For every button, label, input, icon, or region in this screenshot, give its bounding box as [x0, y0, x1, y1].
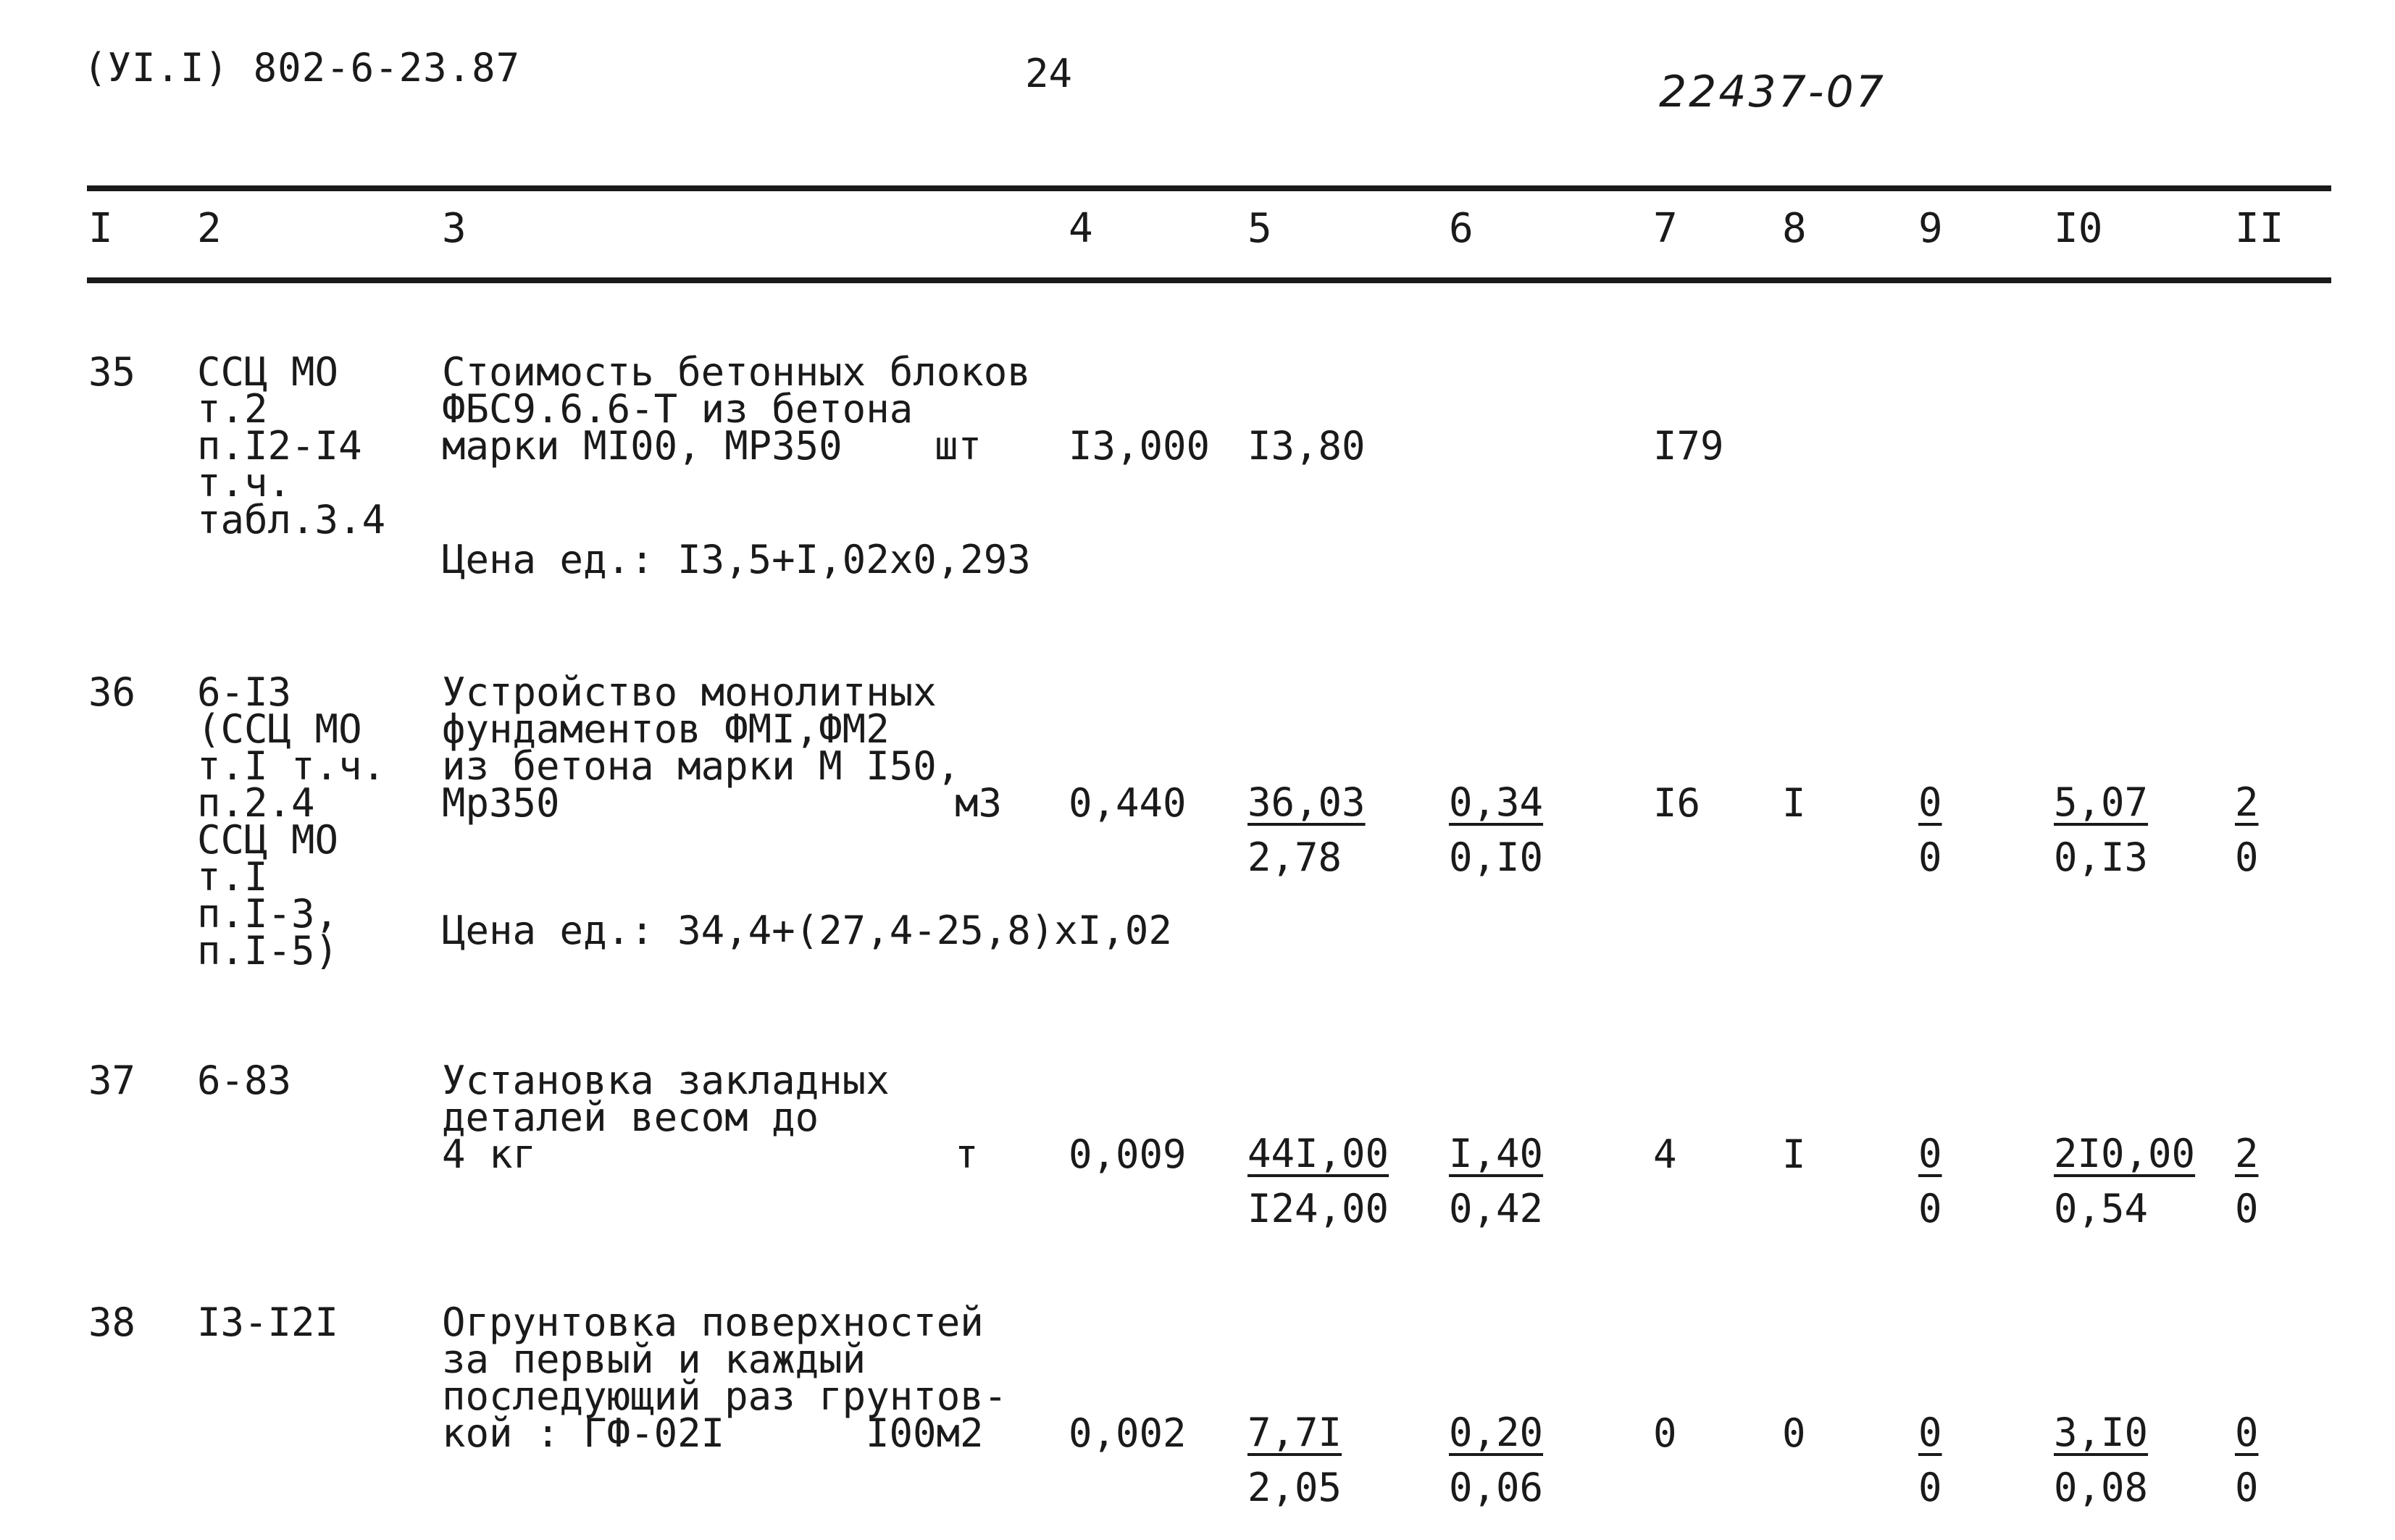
col-11-values	[2235, 1126, 2259, 1236]
norm-code: 6-I3 (ССЦ МО т.I т.ч. п.2.4 ССЦ МО т.I п.I-3, п.I-5)	[197, 669, 386, 974]
document-code: (УI.I) 802-6-23.87	[83, 45, 521, 91]
col-5-bottom: 2,05	[1247, 1465, 1342, 1510]
col-5-top: 7,7I	[1247, 1410, 1342, 1455]
col-7-value: I79	[1653, 423, 1724, 469]
page-number: 24	[1025, 51, 1073, 96]
work-description: Стоимость бетонных блоков ФБС9.6.6-Т из бетона марки MI00, MP350	[442, 349, 1031, 469]
row-number: 38	[88, 1300, 136, 1345]
col-11-bottom: 0	[2235, 1465, 2259, 1510]
quantity: 0,002	[1069, 1410, 1187, 1456]
col-11-top: 0	[2235, 1410, 2259, 1455]
work-description: Огрунтовка поверхностей за первый и каждый последующий раз грунтов- кой : ГФ-02I	[442, 1300, 1008, 1456]
column-number: 4	[1069, 205, 1093, 252]
col-6-top: 0,34	[1449, 779, 1544, 825]
col-9-values	[1918, 1405, 1942, 1515]
column-number: 2	[197, 205, 222, 252]
col-5-values	[1247, 1405, 1342, 1515]
col-5-top: 36,03	[1247, 779, 1366, 825]
col-6-values	[1449, 1405, 1543, 1515]
unit: т	[955, 1131, 979, 1177]
col-6-top: I,40	[1449, 1131, 1544, 1176]
column-number: I	[88, 205, 113, 252]
col-10-bottom: 0,I3	[2054, 834, 2149, 880]
col-9-bottom: 0	[1918, 1186, 1942, 1231]
column-number: 9	[1918, 205, 1943, 252]
col-10-values	[2054, 775, 2148, 885]
column-number: 7	[1653, 205, 1678, 252]
col-10-top: 2I0,00	[2054, 1131, 2196, 1176]
norm-code: I3-I2I	[197, 1300, 339, 1345]
col-10-values	[2054, 1405, 2148, 1515]
col-9-values	[1918, 775, 1942, 885]
col-6-top: 0,20	[1449, 1410, 1544, 1455]
row-number: 36	[88, 669, 136, 715]
col-9-bottom: 0	[1918, 1465, 1942, 1510]
column-number: 8	[1782, 205, 1807, 252]
col-11-bottom: 0	[2235, 834, 2259, 880]
col-9-top: 0	[1918, 779, 1942, 825]
quantity: I3,000	[1069, 423, 1211, 469]
row-number: 35	[88, 349, 136, 395]
column-number: 5	[1247, 205, 1272, 252]
col-10-top: 5,07	[2054, 779, 2149, 825]
unit-cost: I3,80	[1247, 423, 1366, 469]
col-10-bottom: 0,54	[2054, 1186, 2149, 1231]
price-note: Цена ед.: I3,5+I,02x0,293	[442, 537, 1031, 582]
norm-code: ССЦ МО т.2 п.I2-I4 т.ч. табл.3.4	[197, 349, 386, 543]
col-6-bottom: 0,I0	[1449, 834, 1544, 880]
col-6-values	[1449, 1126, 1543, 1236]
col-7-value: I6	[1653, 780, 1701, 826]
col-8-value: I	[1782, 780, 1806, 826]
quantity: 0,009	[1069, 1131, 1187, 1177]
col-5-bottom: 2,78	[1247, 834, 1342, 880]
col-9-top: 0	[1918, 1131, 1942, 1176]
col-11-top: 2	[2235, 779, 2259, 825]
col-9-bottom: 0	[1918, 834, 1942, 880]
work-description: Установка закладных деталей весом до 4 кг	[442, 1058, 890, 1177]
col-6-bottom: 0,42	[1449, 1186, 1544, 1231]
col-9-top: 0	[1918, 1410, 1942, 1455]
row-number: 37	[88, 1058, 136, 1103]
unit: шт	[935, 423, 982, 469]
col-5-top: 44I,00	[1247, 1131, 1389, 1176]
work-description: Устройство монолитных фундаментов ФМI,ФМ2 из бетона марки М I50, Mp350	[442, 669, 961, 826]
unit: I00м2	[866, 1410, 984, 1456]
col-10-bottom: 0,08	[2054, 1465, 2149, 1510]
unit: м3	[955, 780, 1003, 826]
col-5-values	[1247, 1126, 1389, 1236]
col-10-values	[2054, 1126, 2195, 1236]
col-11-values	[2235, 1405, 2259, 1515]
col-11-top: 2	[2235, 1131, 2259, 1176]
col-6-bottom: 0,06	[1449, 1465, 1544, 1510]
col-9-values	[1918, 1126, 1942, 1236]
norm-code: 6-83	[197, 1058, 292, 1103]
col-10-top: 3,I0	[2054, 1410, 2149, 1455]
col-11-values	[2235, 775, 2259, 885]
column-number: II	[2235, 205, 2284, 252]
column-number: 6	[1449, 205, 1474, 252]
quantity: 0,440	[1069, 780, 1187, 826]
col-7-value: 0	[1653, 1410, 1677, 1456]
col-8-value: I	[1782, 1131, 1806, 1177]
col-11-bottom: 0	[2235, 1186, 2259, 1231]
col-6-values	[1449, 775, 1543, 885]
col-5-bottom: I24,00	[1247, 1186, 1389, 1231]
sheet-number: 22437-07	[1659, 67, 1886, 117]
col-8-value: 0	[1782, 1410, 1806, 1456]
price-note: Цена ед.: 34,4+(27,4-25,8)xI,02	[442, 908, 1172, 953]
header-bottom-rule	[87, 277, 2331, 283]
header-top-rule	[87, 185, 2331, 191]
column-number: I0	[2054, 205, 2103, 252]
column-number: 3	[442, 205, 467, 252]
col-7-value: 4	[1653, 1131, 1677, 1177]
col-5-values	[1247, 775, 1366, 885]
